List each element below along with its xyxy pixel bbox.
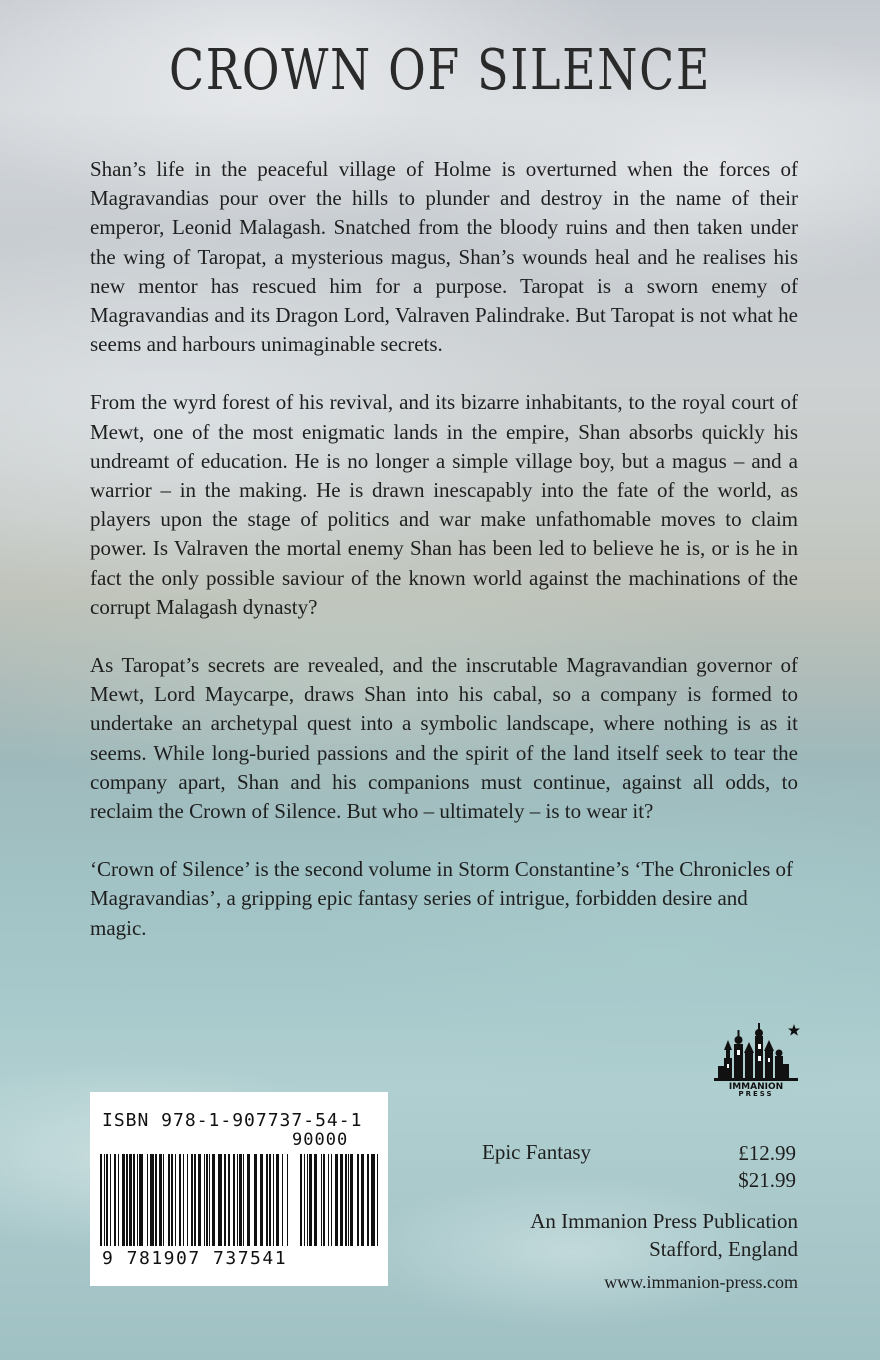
barcode-bar bbox=[304, 1154, 305, 1246]
barcode-bar bbox=[114, 1154, 116, 1246]
barcode-bar bbox=[224, 1154, 226, 1246]
barcode-bar bbox=[237, 1154, 238, 1246]
barcode-bar bbox=[348, 1154, 349, 1246]
barcode-bar bbox=[171, 1154, 173, 1246]
barcode-bar bbox=[100, 1154, 102, 1246]
barcode-bar bbox=[175, 1154, 176, 1246]
barcode-bar bbox=[321, 1154, 322, 1246]
barcode-bar bbox=[269, 1154, 271, 1246]
barcode-bar bbox=[110, 1154, 111, 1246]
publisher-location: Stafford, England bbox=[649, 1236, 798, 1261]
book-title: CROWN OF SILENCE bbox=[168, 38, 712, 103]
barcode-bar bbox=[133, 1154, 135, 1246]
barcode-bar bbox=[345, 1154, 347, 1246]
barcode-digits: 9 781907 737541 bbox=[102, 1248, 288, 1269]
barcode-bar bbox=[159, 1154, 162, 1246]
barcode-bar bbox=[204, 1154, 205, 1246]
barcode-bar bbox=[266, 1154, 268, 1246]
price-code: 90000 bbox=[292, 1130, 349, 1150]
barcode-bars-icon bbox=[100, 1154, 290, 1246]
blurb-paragraph-1: Shan’s life in the peaceful village of Holme is overturned when the forces of Magravandias pour over the hills to plunder and destroy in the name of their emperor, Leonid Malagash. Snatched from the bloody ruins and then taken under the wing of Taropat, a mysterious magus, Shan’s wounds heal and he realises his new mentor has rescued him for a purpose. Taropat is a sworn enemy of Magravandias and its Dragon Lord, Valraven Palindrake. But Taropat is not what he seems and harbours unimaginable secrets. bbox=[90, 157, 798, 357]
barcode-bar bbox=[340, 1154, 343, 1246]
barcode-bar bbox=[357, 1154, 359, 1246]
barcode-bar bbox=[104, 1154, 105, 1246]
barcode-bar bbox=[126, 1154, 128, 1246]
barcode-bar bbox=[254, 1154, 257, 1246]
barcode-bar bbox=[247, 1154, 250, 1246]
barcode-bar bbox=[282, 1154, 283, 1246]
barcode-bar bbox=[150, 1154, 154, 1246]
barcode-bar bbox=[307, 1154, 308, 1246]
barcode-bar bbox=[168, 1154, 170, 1246]
barcode-bar bbox=[314, 1154, 317, 1246]
isbn-number: ISBN 978-1-907737-54-1 bbox=[102, 1110, 363, 1131]
barcode-bar bbox=[147, 1154, 148, 1246]
immanion-press-castle-logo-icon bbox=[712, 1020, 802, 1096]
barcode-bar bbox=[191, 1154, 193, 1246]
barcode-bar bbox=[163, 1154, 164, 1246]
publisher-url: www.immanion-press.com bbox=[604, 1272, 798, 1292]
barcode-bar bbox=[106, 1154, 108, 1246]
price-gbp: £12.99 bbox=[738, 1141, 796, 1165]
barcode-bar bbox=[194, 1154, 196, 1246]
barcode-bar bbox=[139, 1154, 143, 1246]
barcode-bar bbox=[118, 1154, 119, 1246]
publisher-block bbox=[420, 1208, 798, 1297]
barcode-bar bbox=[335, 1154, 338, 1246]
barcode-bar bbox=[331, 1154, 332, 1246]
blurb-paragraph-3: As Taropat’s secrets are revealed, and the inscrutable Magravandian governor of Mewt, Lord Maycarpe, draws Shan into his cabal, so a company is formed to undertake an archetypal quest into a symbolic landscape, where nothing is as it seems. While long-buried passions and the spirit of the land itself seek to tear the company apart, Shan and his companions must continue, against all odds, to reclaim the Crown of Silence. But who – ultimately – is to wear it? bbox=[90, 653, 798, 824]
barcode-bar bbox=[233, 1154, 235, 1246]
publisher-line: An Immanion Press Publication bbox=[530, 1209, 798, 1233]
barcode-bar bbox=[183, 1154, 184, 1246]
barcode-bar bbox=[218, 1154, 222, 1246]
barcode-bar bbox=[206, 1154, 208, 1246]
logo-text-immanion: IMMANION bbox=[728, 1082, 784, 1092]
blurb-paragraph-4: ‘Crown of Silence’ is the second volume in Storm Constantine’s ‘The Chronicles of Magravandias’, a gripping epic fantasy series of intrigue, forbidden desire and magic. bbox=[90, 857, 793, 940]
barcode-bar bbox=[273, 1154, 274, 1246]
barcode-bar bbox=[309, 1154, 312, 1246]
barcode-bar bbox=[371, 1154, 375, 1246]
barcode-bar bbox=[137, 1154, 138, 1246]
barcode-bar bbox=[228, 1154, 230, 1246]
barcode-bar bbox=[129, 1154, 132, 1246]
barcode-bar bbox=[179, 1154, 181, 1246]
isbn-barcode bbox=[90, 1092, 388, 1286]
blurb-paragraph-2: From the wyrd forest of his revival, and its bizarre inhabitants, to the royal court of Mewt, one of the most enigmatic lands in the empire, Shan absorbs quickly his undreamt of education. He is no longer a simple village boy, but a magus – and a warrior – in the making. He is drawn inescapably into the fate of the world, as players upon the stage of politics and war make unfathomable moves to claim power. Is Valraven the mortal enemy Shan has been led to believe he is, or is he in fact the only possible saviour of the known world against the machinations of the corrupt Malagash dynasty? bbox=[90, 390, 798, 619]
barcode-bar bbox=[377, 1154, 378, 1246]
genre-label: Epic Fantasy bbox=[482, 1140, 592, 1164]
barcode-bar bbox=[187, 1154, 188, 1246]
barcode-bar bbox=[350, 1154, 353, 1246]
barcode-bar bbox=[243, 1154, 244, 1246]
price-usd: $21.99 bbox=[738, 1168, 796, 1192]
barcode-bar bbox=[260, 1154, 263, 1246]
prices bbox=[690, 1140, 796, 1194]
barcode-bar bbox=[122, 1154, 125, 1246]
barcode-bar bbox=[328, 1154, 329, 1246]
barcode-bar bbox=[155, 1154, 157, 1246]
logo-text-press: PRESS bbox=[738, 1090, 774, 1096]
barcode-bar bbox=[300, 1154, 302, 1246]
barcode-bar bbox=[361, 1154, 364, 1246]
barcode-bar bbox=[198, 1154, 201, 1246]
barcode-addon-bars-icon bbox=[300, 1154, 378, 1246]
barcode-bar bbox=[276, 1154, 279, 1246]
barcode-bar bbox=[212, 1154, 215, 1246]
barcode-bar bbox=[323, 1154, 325, 1246]
blurb bbox=[90, 155, 798, 972]
barcode-bar bbox=[239, 1154, 242, 1246]
barcode-bar bbox=[287, 1154, 288, 1246]
barcode-bar bbox=[209, 1154, 210, 1246]
barcode-bar bbox=[367, 1154, 369, 1246]
